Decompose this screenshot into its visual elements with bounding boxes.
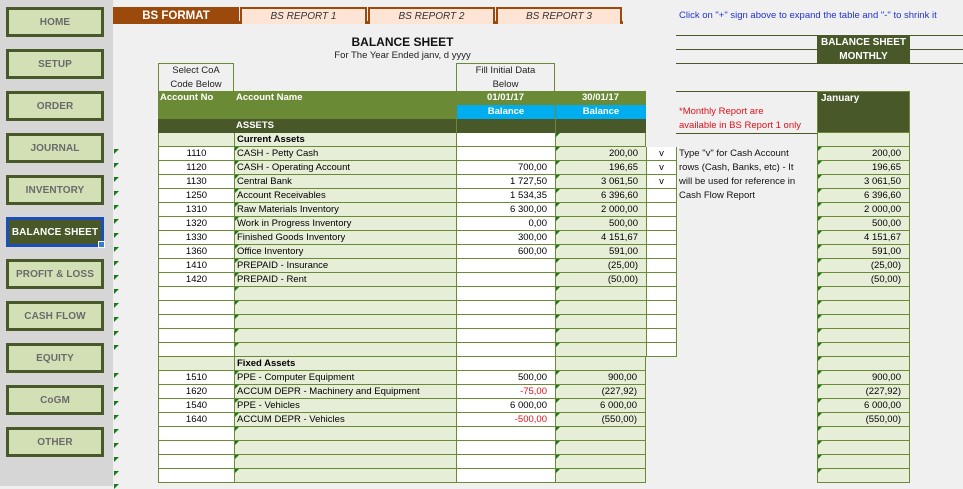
monthly-cell: (25,00) xyxy=(817,259,910,273)
account-name-cell: PPE - Computer Equipment xyxy=(234,371,456,385)
select-coa-note-line2: Code Below xyxy=(170,79,222,90)
empty-cash-flag-cell[interactable] xyxy=(646,287,677,301)
monthly-cell xyxy=(817,287,910,301)
empty-initial-cell[interactable] xyxy=(456,427,555,441)
month-header-january: January xyxy=(817,91,910,133)
cash-flag-cell[interactable] xyxy=(646,273,677,287)
fill-initial-note-line2: Below xyxy=(492,79,519,90)
current-balance-cell: 196,65 xyxy=(555,161,646,175)
fixed-assets-balance xyxy=(555,357,646,371)
account-no-cell[interactable]: 1250 xyxy=(158,189,234,203)
empty-initial-cell[interactable] xyxy=(456,329,555,343)
comment-indicator-icon xyxy=(114,457,119,462)
monthly-cell xyxy=(817,301,910,315)
current-balance-cell: 4 151,67 xyxy=(555,231,646,245)
monthly-cell: 591,00 xyxy=(817,245,910,259)
current-balance-cell: (25,00) xyxy=(555,259,646,273)
cash-flag-cell[interactable] xyxy=(646,231,677,245)
nav-order-button[interactable]: ORDER xyxy=(6,91,104,121)
account-no-cell[interactable]: 1640 xyxy=(158,413,234,427)
tab-bs-report-3[interactable]: BS REPORT 3 xyxy=(496,7,622,24)
monthly-cell: 4 151,67 xyxy=(817,231,910,245)
empty-balance-cell xyxy=(555,329,646,343)
monthly-cell xyxy=(817,469,910,483)
empty-initial-cell[interactable] xyxy=(456,315,555,329)
current-balance-cell: (227,92) xyxy=(555,385,646,399)
current-balance-cell: 6 000,00 xyxy=(555,399,646,413)
initial-balance-cell[interactable]: 1 534,35 xyxy=(456,189,555,203)
current-balance-cell: 6 396,60 xyxy=(555,189,646,203)
monthly-note-line1: *Monthly Report are xyxy=(679,106,764,117)
empty-initial-cell[interactable] xyxy=(456,343,555,357)
monthly-header xyxy=(817,35,910,63)
current-assets-balance xyxy=(555,133,646,147)
comment-indicator-icon xyxy=(114,429,119,434)
monthly-report-note xyxy=(679,105,801,133)
empty-account-no-cell[interactable] xyxy=(158,315,234,329)
comment-indicator-icon xyxy=(114,149,119,154)
comment-indicator-icon xyxy=(114,205,119,210)
divider xyxy=(676,91,817,92)
monthly-cell: (50,00) xyxy=(817,273,910,287)
initial-balance-cell[interactable]: 6 300,00 xyxy=(456,203,555,217)
initial-balance-cell[interactable]: 700,00 xyxy=(456,161,555,175)
empty-cash-flag-cell[interactable] xyxy=(646,315,677,329)
empty-account-name-cell[interactable] xyxy=(234,427,456,441)
comment-indicator-icon xyxy=(114,331,119,336)
empty-cash-flag-cell[interactable] xyxy=(646,343,677,357)
assets-row-no xyxy=(158,119,234,133)
empty-balance-cell xyxy=(555,427,646,441)
current-balance-cell: 591,00 xyxy=(555,245,646,259)
empty-account-no-cell[interactable] xyxy=(158,343,234,357)
comment-indicator-icon xyxy=(114,443,119,448)
monthly-cell: 900,00 xyxy=(817,371,910,385)
account-name-cell: PREPAID - Rent xyxy=(234,273,456,287)
account-name-cell: Work in Progress Inventory xyxy=(234,217,456,231)
report-tab-bar xyxy=(113,7,623,24)
account-name-cell: ACCUM DEPR - Vehicles xyxy=(234,413,456,427)
empty-initial-cell[interactable] xyxy=(456,441,555,455)
assets-section-label: ASSETS xyxy=(234,119,456,133)
comment-indicator-icon xyxy=(114,163,119,168)
account-no-cell[interactable]: 1110 xyxy=(158,147,234,161)
empty-initial-cell[interactable] xyxy=(456,469,555,483)
monthly-cell: (227,92) xyxy=(817,385,910,399)
initial-balance-cell[interactable]: 1 727,50 xyxy=(456,175,555,189)
current-balance-cell: 3 061,50 xyxy=(555,175,646,189)
empty-balance-cell xyxy=(555,455,646,469)
empty-account-name-cell[interactable] xyxy=(234,301,456,315)
account-name-cell: Account Receivables xyxy=(234,189,456,203)
account-name-cell: Raw Materials Inventory xyxy=(234,203,456,217)
monthly-cell xyxy=(817,329,910,343)
cash-note-line: will be used for reference in xyxy=(679,176,796,187)
sidebar-nav xyxy=(0,0,113,486)
header-account-no: Account No xyxy=(158,91,234,119)
account-no-cell[interactable]: 1540 xyxy=(158,399,234,413)
nav-journal-button[interactable]: JOURNAL xyxy=(6,133,104,163)
monthly-cell: 200,00 xyxy=(817,147,910,161)
cash-flag-cell[interactable]: v xyxy=(646,175,677,189)
assets-row-balance xyxy=(555,119,646,133)
account-no-cell[interactable]: 1330 xyxy=(158,231,234,245)
empty-account-name-cell[interactable] xyxy=(234,469,456,483)
divider xyxy=(676,133,817,134)
account-no-cell[interactable]: 1620 xyxy=(158,385,234,399)
cash-flag-cell[interactable] xyxy=(646,189,677,203)
account-no-cell[interactable]: 1130 xyxy=(158,175,234,189)
nav-setup-button[interactable]: SETUP xyxy=(6,49,104,79)
empty-balance-cell xyxy=(555,301,646,315)
empty-balance-cell xyxy=(555,343,646,357)
monthly-note-line2: available in BS Report 1 only xyxy=(679,120,801,131)
account-name-cell: Office Inventory xyxy=(234,245,456,259)
empty-account-no-cell[interactable] xyxy=(158,455,234,469)
monthly-header-line2: MONTHLY xyxy=(839,50,888,62)
empty-account-name-cell[interactable] xyxy=(234,455,456,469)
account-name-cell: CASH - Operating Account xyxy=(234,161,456,175)
fill-initial-note-line1: Fill Initial Data xyxy=(475,65,536,76)
header-account-name: Account Name xyxy=(234,91,456,119)
initial-balance-cell[interactable] xyxy=(456,259,555,273)
tab-bs-report-2[interactable]: BS REPORT 2 xyxy=(368,7,495,24)
comment-indicator-icon xyxy=(114,303,119,308)
fixed-assets-label: Fixed Assets xyxy=(234,357,456,371)
fill-initial-note xyxy=(456,63,555,92)
cash-note-line: rows (Cash, Banks, etc) - It xyxy=(679,162,794,173)
comment-indicator-icon xyxy=(114,415,119,420)
empty-initial-cell[interactable] xyxy=(456,455,555,469)
comment-indicator-icon xyxy=(114,471,119,476)
cash-account-note xyxy=(679,147,795,203)
initial-balance-cell[interactable]: 600,00 xyxy=(456,245,555,259)
monthly-cell: 3 061,50 xyxy=(817,175,910,189)
current-balance-cell: 200,00 xyxy=(555,147,646,161)
cash-note-line: Cash Flow Report xyxy=(679,190,756,201)
empty-account-name-cell[interactable] xyxy=(234,315,456,329)
monthly-cell: 2 000,00 xyxy=(817,203,910,217)
empty-balance-cell xyxy=(555,315,646,329)
monthly-header-line1: BALANCE SHEET xyxy=(820,37,906,48)
initial-balance-cell[interactable]: 500,00 xyxy=(456,371,555,385)
initial-balance-cell[interactable]: -500,00 xyxy=(456,413,555,427)
nav-cogm-button[interactable]: CoGM xyxy=(6,385,104,415)
empty-balance-cell xyxy=(555,441,646,455)
current-balance-cell: (550,00) xyxy=(555,413,646,427)
monthly-cell xyxy=(817,427,910,441)
empty-cash-flag-cell[interactable] xyxy=(646,301,677,315)
comment-indicator-icon xyxy=(114,177,119,182)
cash-flag-cell[interactable] xyxy=(646,259,677,273)
current-assets-initial xyxy=(456,133,555,147)
monthly-cell: 6 000,00 xyxy=(817,399,910,413)
initial-balance-cell[interactable]: 6 000,00 xyxy=(456,399,555,413)
current-balance-cell: 900,00 xyxy=(555,371,646,385)
comment-indicator-icon xyxy=(114,345,119,350)
initial-balance-cell[interactable]: 0,00 xyxy=(456,217,555,231)
header-current-balance: Balance xyxy=(555,105,646,119)
monthly-cell xyxy=(817,357,910,371)
comment-indicator-icon xyxy=(114,261,119,266)
comment-indicator-icon xyxy=(114,219,119,224)
cash-flag-cell[interactable]: v xyxy=(646,161,677,175)
nav-balance-sheet-button[interactable]: BALANCE SHEET xyxy=(6,217,104,247)
empty-account-name-cell[interactable] xyxy=(234,441,456,455)
current-balance-cell: 500,00 xyxy=(555,217,646,231)
comment-indicator-icon xyxy=(114,247,119,252)
empty-account-no-cell[interactable] xyxy=(158,287,234,301)
nav-cash-flow-button[interactable]: CASH FLOW xyxy=(6,301,104,331)
nav-inventory-button[interactable]: INVENTORY xyxy=(6,175,104,205)
empty-account-no-cell[interactable] xyxy=(158,329,234,343)
empty-initial-cell[interactable] xyxy=(456,287,555,301)
tab-bs-format[interactable]: BS FORMAT xyxy=(113,7,239,24)
empty-account-name-cell[interactable] xyxy=(234,329,456,343)
current-balance-cell: (50,00) xyxy=(555,273,646,287)
current-assets-label: Current Assets xyxy=(234,133,456,147)
account-no-cell[interactable]: 1310 xyxy=(158,203,234,217)
monthly-cell: 6 396,60 xyxy=(817,189,910,203)
comment-indicator-icon xyxy=(114,317,119,322)
account-name-cell: CASH - Petty Cash xyxy=(234,147,456,161)
account-no-cell[interactable]: 1420 xyxy=(158,273,234,287)
fixed-assets-initial xyxy=(456,357,555,371)
empty-cash-flag-cell[interactable] xyxy=(646,329,677,343)
initial-balance-cell[interactable]: 300,00 xyxy=(456,231,555,245)
empty-account-no-cell[interactable] xyxy=(158,469,234,483)
initial-balance-cell[interactable] xyxy=(456,273,555,287)
account-name-cell: PPE - Vehicles xyxy=(234,399,456,413)
monthly-cell xyxy=(817,133,910,147)
account-no-cell[interactable]: 1360 xyxy=(158,245,234,259)
assets-row-initial xyxy=(456,119,555,133)
empty-account-no-cell[interactable] xyxy=(158,441,234,455)
comment-indicator-icon xyxy=(114,233,119,238)
empty-balance-cell xyxy=(555,469,646,483)
initial-balance-cell[interactable]: -75,00 xyxy=(456,385,555,399)
empty-account-no-cell[interactable] xyxy=(158,301,234,315)
monthly-cell: 196,65 xyxy=(817,161,910,175)
empty-balance-cell xyxy=(555,287,646,301)
comment-indicator-icon xyxy=(114,289,119,294)
monthly-cell: 500,00 xyxy=(817,217,910,231)
empty-initial-cell[interactable] xyxy=(456,301,555,315)
account-name-cell: Finished Goods Inventory xyxy=(234,231,456,245)
cash-note-line: Type "v" for Cash Account xyxy=(679,148,789,159)
fixed-assets-row-no xyxy=(158,357,234,371)
monthly-cell xyxy=(817,441,910,455)
header-current-date: 30/01/17 xyxy=(555,91,646,105)
account-name-cell: ACCUM DEPR - Machinery and Equipment xyxy=(234,385,456,399)
comment-indicator-icon xyxy=(114,387,119,392)
divider xyxy=(676,63,963,64)
cash-flag-cell[interactable]: v xyxy=(646,147,677,161)
comment-indicator-icon xyxy=(114,191,119,196)
nav-profit-loss-button[interactable]: PROFIT & LOSS xyxy=(6,259,104,289)
monthly-cell xyxy=(817,343,910,357)
nav-equity-button[interactable]: EQUITY xyxy=(6,343,104,373)
header-initial-date: 01/01/17 xyxy=(456,91,555,105)
account-name-cell: PREPAID - Insurance xyxy=(234,259,456,273)
account-no-cell[interactable]: 1320 xyxy=(158,217,234,231)
page-title: BALANCE SHEET xyxy=(351,35,454,49)
account-no-cell[interactable]: 1510 xyxy=(158,371,234,385)
monthly-cell xyxy=(817,315,910,329)
cash-flag-cell[interactable] xyxy=(646,203,677,217)
tab-bs-report-1[interactable]: BS REPORT 1 xyxy=(240,7,367,24)
select-coa-note-line1: Select CoA xyxy=(172,65,220,76)
select-coa-note xyxy=(158,63,234,92)
nav-other-button[interactable]: OTHER xyxy=(6,427,104,457)
account-no-cell[interactable]: 1410 xyxy=(158,259,234,273)
initial-balance-cell[interactable] xyxy=(456,147,555,161)
monthly-cell xyxy=(817,455,910,469)
comment-indicator-icon xyxy=(114,401,119,406)
page-subtitle: For The Year Ended janv, d yyyy xyxy=(334,50,471,61)
header-initial-balance: Balance xyxy=(456,105,555,119)
current-balance-cell: 2 000,00 xyxy=(555,203,646,217)
empty-account-name-cell[interactable] xyxy=(234,287,456,301)
monthly-cell: (550,00) xyxy=(817,413,910,427)
expand-shrink-hint: Click on "+" sign above to expand the table and "-" to shrink it xyxy=(679,10,937,21)
comment-indicator-icon xyxy=(114,484,119,489)
account-no-cell[interactable]: 1120 xyxy=(158,161,234,175)
comment-indicator-icon xyxy=(114,373,119,378)
cash-flag-cell[interactable] xyxy=(646,217,677,231)
empty-account-no-cell[interactable] xyxy=(158,427,234,441)
empty-account-name-cell[interactable] xyxy=(234,343,456,357)
account-name-cell: Central Bank xyxy=(234,175,456,189)
nav-home-button[interactable]: HOME xyxy=(6,7,104,37)
comment-indicator-icon xyxy=(114,275,119,280)
cash-flag-cell[interactable] xyxy=(646,245,677,259)
current-assets-row-no xyxy=(158,133,234,147)
